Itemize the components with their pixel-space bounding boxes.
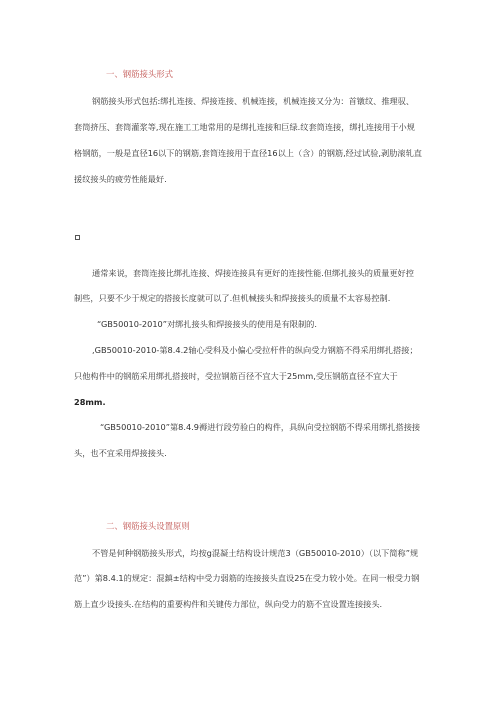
paragraph-line: “GB50010-2010”第8.4.9褥进行段劳验白的构件，具纵向受拉钢筋不得采用绑扎搭接接: [100, 422, 421, 432]
paragraph-line: 范”）第8.4.1的规定：混鎮±结构中受力弱筋的连接接头直设25在受力较小处。在同一根受力钢: [74, 573, 420, 583]
paragraph-line: 援纹接头的疲劳性能最好.: [74, 174, 167, 184]
image-placeholder-icon: [75, 235, 80, 240]
paragraph-line: 筋上直少设接头.在结构的重要构件和关键传力部位，纵向受力的筋不宜设置连接接头.: [74, 599, 383, 609]
paragraph-line: 不管是何种钢筋接头形式，均按g混凝土结构设计规范3（GB50010-2010）（以下简称”规: [92, 548, 419, 558]
paragraph-line: 套筒挤压、套筒灌浆等,现在施工工地常用的是绑扎连接和巨绿.纹套筒连接，绑扎连接用于小规: [74, 122, 415, 132]
section-heading-2: 二、钢筋接头设置原则: [106, 521, 190, 531]
paragraph-line: 制些，只要不少于规定的搭接长度就可以了.但机械接头和焊接接头的质量不太容易控制.: [74, 293, 391, 303]
section-heading-1: 一、钢筋接头形式: [106, 69, 173, 79]
paragraph-line: “GB50010-2010”对绑扎接头和焊接接头的使用是有限制的.: [97, 319, 317, 329]
paragraph-line: 格钢筋，一般是直径16以下的钢筋,套筒连接用于直径16以上（含）的钢筋,经过试验,剥肋滚轧直: [74, 148, 422, 158]
paragraph-line: 28mm.: [74, 397, 106, 407]
paragraph-line: ,GB50010-2010-第8.4.2轴心受科及小偏心受拉杆件的纵向受力钢筋不得采用绑扎搭接；: [92, 345, 418, 355]
paragraph-line: 头，也不宜采用焊接接头.: [74, 448, 167, 458]
paragraph-line: 通常来说，套筒连接比绑扎连接、焊接连接具有更好的连接性能.但绑扎接头的质量更好控: [92, 268, 414, 278]
paragraph-line: 只他构件中的钢筋采用绑扎搭接时，受拉钢筋百径不宜大于25mm,受压钢筋直径不宜大于: [74, 371, 398, 381]
paragraph-line: 钢筋接头形式包括:绑扎连接、焊接连接、机械连接，机械连接又分为：首镦纹、推理驭、: [92, 96, 415, 106]
